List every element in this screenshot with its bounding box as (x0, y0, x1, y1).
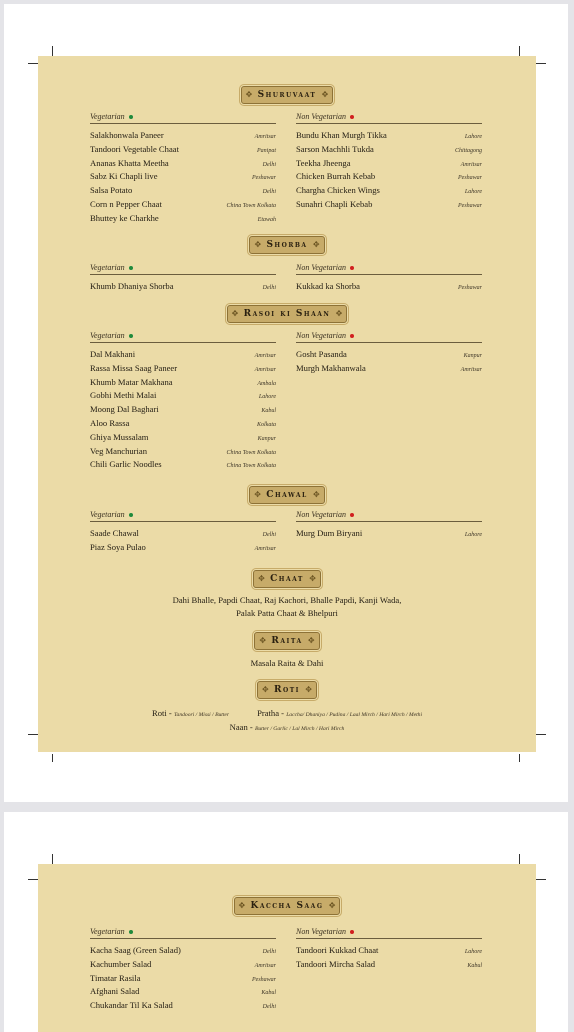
item-origin: Lahore (464, 134, 482, 140)
chaat-line: Palak Patta Chaat & Bhelpuri (236, 608, 338, 618)
item-origin: Kabul (261, 408, 276, 415)
crop-mark (28, 879, 38, 880)
rasoi-veg-column (90, 330, 276, 473)
crop-mark (519, 46, 520, 56)
ornament-icon: ✥ (262, 685, 269, 694)
item-origin: Ambala (257, 380, 276, 387)
item-origin: Amritsar (254, 353, 276, 359)
veg-subheading (90, 509, 276, 522)
crop-mark (519, 854, 520, 864)
item-name: Khumb Matar Makhana (90, 376, 173, 387)
item-origin: Lahore (464, 949, 482, 955)
item-name: Tandoori Vegetable Chaat (90, 143, 179, 154)
item-origin: Delhi (262, 161, 276, 168)
menu-item (90, 986, 276, 1000)
shuruvaat-veg-column (90, 111, 276, 227)
section-title: Kaccha Saag (250, 901, 324, 911)
veg-label: Vegetarian (90, 927, 125, 936)
menu-item (90, 459, 276, 473)
ornament-icon: ✥ (328, 901, 336, 910)
roti-label: Roti - (151, 708, 174, 718)
item-name: Moong Dal Baghari (90, 404, 159, 415)
nonveg-subheading (296, 262, 482, 275)
item-origin: Lahore (464, 532, 482, 538)
menu-item (296, 144, 482, 158)
pratha-options: Lacchа/ Dhaniya / Pudina / Laal Mirch / Hari Mirch / Methi (286, 712, 423, 718)
item-name: Teekha Jheenga (296, 157, 351, 168)
roti-options: Tandoori / Missi / Butter (173, 712, 230, 718)
item-origin: Peshawar (252, 976, 276, 983)
nonveg-label: Non Vegetarian (296, 927, 346, 936)
veg-subheading (90, 111, 276, 124)
item-name: Salsa Potato (90, 185, 133, 196)
veg-subheading (90, 330, 276, 343)
menu-item (296, 130, 482, 144)
menu-item (296, 945, 482, 959)
ornament-icon: ✥ (335, 309, 343, 318)
item-origin: Kanpur (257, 435, 276, 442)
menu-item (90, 418, 276, 432)
menu-item (90, 390, 276, 404)
section-heading-shorba (38, 236, 536, 254)
item-origin: Amritsar (460, 366, 482, 373)
item-name: Chili Garlic Noodles (90, 459, 162, 470)
crop-mark (536, 879, 546, 880)
ornament-icon: ✥ (231, 309, 239, 318)
item-name: Corn n Pepper Chaat (90, 198, 162, 209)
menu-page-2 (4, 812, 568, 1032)
section-title: Shuruvaat (257, 90, 317, 100)
menu-item (90, 542, 276, 556)
section-heading-chawal (38, 486, 536, 504)
item-name: Kukkad ka Shorba (296, 281, 360, 291)
kaccha-veg-column (90, 926, 276, 1014)
item-origin: China Town Kolkata (226, 449, 276, 456)
item-name: Dal Makhani (90, 349, 136, 359)
nonveg-subheading (296, 509, 482, 522)
section-title: Chawal (266, 490, 308, 500)
raita-line: Masala Raita & Dahi (250, 658, 324, 668)
raita-items (38, 657, 536, 670)
item-origin: Delhi (262, 532, 276, 538)
roti-line-2 (38, 719, 536, 736)
item-origin: Peshawar (252, 175, 276, 182)
item-name: Rassa Missa Saag Paneer (90, 362, 178, 373)
menu-item (90, 130, 276, 144)
item-name: Khumb Dhaniya Shorba (90, 281, 174, 291)
crop-mark (28, 734, 38, 735)
item-origin: Delhi (262, 189, 276, 196)
naan-options: Butter / Garlic / Lal Mirch / Hari Mirch (254, 726, 345, 732)
item-origin: China Town Kolkata (226, 463, 276, 470)
chawal-veg-column (90, 509, 276, 556)
item-origin: Peshawar (458, 202, 482, 209)
menu-item (90, 973, 276, 987)
item-origin: Panipat (257, 147, 276, 154)
item-name: Salakhonwala Paneer (90, 130, 164, 140)
menu-item (90, 281, 276, 295)
item-name: Tandoori Mircha Salad (296, 958, 376, 969)
veg-subheading (90, 926, 276, 939)
veg-label: Vegetarian (90, 331, 125, 340)
item-origin: Amritsar (254, 962, 276, 969)
veg-dot-icon (129, 930, 133, 934)
item-name: Murg Dum Biryani (296, 528, 363, 538)
item-name: Sabz Ki Chapli live (90, 171, 158, 182)
crop-mark (52, 754, 53, 762)
chawal-nonveg-column (296, 509, 482, 542)
menu-item (296, 199, 482, 213)
menu-item (90, 377, 276, 391)
menu-item (90, 528, 276, 542)
item-origin: Amritsar (254, 134, 276, 140)
nonveg-subheading (296, 330, 482, 343)
section-heading-roti (38, 681, 536, 699)
item-origin: Peshawar (458, 175, 482, 182)
item-name: Kacha Saag (Green Salad) (90, 945, 181, 955)
item-name: Murgh Makhanwala (296, 362, 366, 373)
section-title: Roti (274, 685, 300, 695)
nonveg-dot-icon (350, 115, 354, 119)
nonveg-dot-icon (350, 930, 354, 934)
chaat-line: Dahi Bhalle, Papdi Chaat, Raj Kachori, Bhalle Papdi, Kanji Wada, (172, 595, 402, 605)
chaat-items (38, 594, 536, 620)
item-name: Piaz Soya Pulao (90, 541, 146, 552)
kaccha-nonveg-column (296, 926, 482, 973)
nonveg-label: Non Vegetarian (296, 263, 346, 272)
nonveg-subheading (296, 111, 482, 124)
item-name: Veg Manchurian (90, 445, 148, 456)
pratha-label: Pratha - (257, 708, 287, 718)
veg-dot-icon (129, 115, 133, 119)
item-name: Sarson Machhli Tukda (296, 143, 374, 154)
menu-page-1 (4, 4, 568, 802)
nonveg-dot-icon (350, 266, 354, 270)
item-origin: Amritsar (254, 545, 276, 552)
ornament-icon: ✥ (313, 490, 320, 499)
menu-item (90, 363, 276, 377)
veg-dot-icon (129, 513, 133, 517)
item-name: Chicken Burrah Kebab (296, 171, 376, 182)
veg-dot-icon (129, 334, 133, 338)
item-name: Ananas Khatta Meetha (90, 157, 169, 168)
menu-item (90, 959, 276, 973)
menu-item (90, 432, 276, 446)
menu-item (90, 158, 276, 172)
item-name: Chukandar Til Ka Salad (90, 1000, 173, 1011)
shuruvaat-nonveg-column (296, 111, 482, 213)
section-title: Chaat (270, 574, 304, 584)
nonveg-subheading (296, 926, 482, 939)
section-heading-kaccha-saag (38, 897, 536, 915)
ornament-icon: ✥ (307, 636, 315, 645)
item-name: Gosht Pasanda (296, 349, 347, 359)
shorba-nonveg-column (296, 262, 482, 295)
menu-item (90, 349, 276, 363)
ornament-icon: ✥ (258, 574, 265, 583)
item-name: Ghiya Mussalam (90, 431, 149, 442)
ornament-icon: ✥ (259, 636, 267, 645)
menu-item (90, 213, 276, 227)
item-origin: Peshawar (458, 285, 482, 291)
item-name: Bundu Khan Murgh Tikka (296, 130, 387, 140)
menu-item (296, 281, 482, 295)
item-name: Kachumber Salad (90, 958, 152, 969)
menu-panel (38, 56, 536, 752)
menu-item (90, 199, 276, 213)
nonveg-dot-icon (350, 334, 354, 338)
item-origin: Lahore (464, 189, 482, 196)
item-name: Chargha Chicken Wings (296, 185, 380, 196)
item-origin: Lahore (258, 394, 276, 401)
crop-mark (536, 63, 546, 64)
crop-mark (52, 854, 53, 864)
item-name: Tandoori Kukkad Chaat (296, 945, 379, 955)
veg-dot-icon (129, 266, 133, 270)
section-heading-shuruvaat (38, 86, 536, 104)
item-origin: Kabul (467, 962, 482, 969)
rasoi-nonveg-column (296, 330, 482, 377)
menu-item (296, 959, 482, 973)
item-origin: Kolkata (257, 421, 276, 428)
item-name: Aloo Rassa (90, 417, 130, 428)
menu-item (296, 363, 482, 377)
menu-item (90, 144, 276, 158)
item-name: Timatar Rasila (90, 972, 141, 983)
veg-label: Vegetarian (90, 112, 125, 121)
menu-item (90, 446, 276, 460)
nonveg-label: Non Vegetarian (296, 331, 346, 340)
menu-item (90, 185, 276, 199)
naan-label: Naan - (229, 722, 255, 732)
menu-item (296, 158, 482, 172)
item-origin: China Town Kolkata (226, 202, 276, 209)
nonveg-label: Non Vegetarian (296, 510, 346, 519)
item-origin: Etawah (257, 216, 276, 223)
item-origin: Kanpur (463, 353, 482, 359)
shorba-veg-column (90, 262, 276, 295)
menu-item (296, 171, 482, 185)
item-origin: Chittagong (454, 147, 482, 154)
section-heading-chaat (38, 570, 536, 588)
crop-mark (28, 63, 38, 64)
section-heading-raita (38, 632, 536, 650)
section-title: Shorba (266, 240, 308, 250)
item-origin: Delhi (262, 949, 276, 955)
item-name: Gobhi Methi Malai (90, 390, 157, 401)
menu-item (296, 349, 482, 363)
crop-mark (536, 734, 546, 735)
nonveg-dot-icon (350, 513, 354, 517)
item-name: Sunahri Chapli Kebab (296, 198, 373, 209)
item-origin: Amritsar (460, 161, 482, 168)
crop-mark (519, 754, 520, 762)
item-origin: Delhi (262, 285, 276, 291)
menu-item (90, 171, 276, 185)
nonveg-label: Non Vegetarian (296, 112, 346, 121)
crop-mark (52, 46, 53, 56)
menu-item (296, 185, 482, 199)
item-origin: Kabul (261, 990, 276, 997)
section-heading-rasoi (38, 305, 536, 323)
menu-item (90, 1000, 276, 1014)
veg-label: Vegetarian (90, 263, 125, 272)
veg-label: Vegetarian (90, 510, 125, 519)
ornament-icon: ✥ (254, 490, 261, 499)
section-title: Raita (271, 636, 303, 646)
ornament-icon: ✥ (321, 90, 329, 99)
menu-item (296, 528, 482, 542)
menu-panel (38, 864, 536, 1032)
item-name: Bhuttey ke Charkhe (90, 212, 159, 223)
menu-item (90, 404, 276, 418)
section-title: Rasoi ki Shaan (243, 309, 331, 319)
ornament-icon: ✥ (245, 90, 253, 99)
item-origin: Delhi (262, 1004, 276, 1011)
ornament-icon: ✥ (312, 240, 320, 249)
ornament-icon: ✥ (254, 240, 262, 249)
ornament-icon: ✥ (309, 574, 316, 583)
item-name: Afghani Salad (90, 986, 140, 997)
veg-subheading (90, 262, 276, 275)
ornament-icon: ✥ (238, 901, 246, 910)
ornament-icon: ✥ (305, 685, 312, 694)
item-name: Saade Chawal (90, 528, 139, 538)
item-origin: Amritsar (254, 366, 276, 373)
menu-item (90, 945, 276, 959)
